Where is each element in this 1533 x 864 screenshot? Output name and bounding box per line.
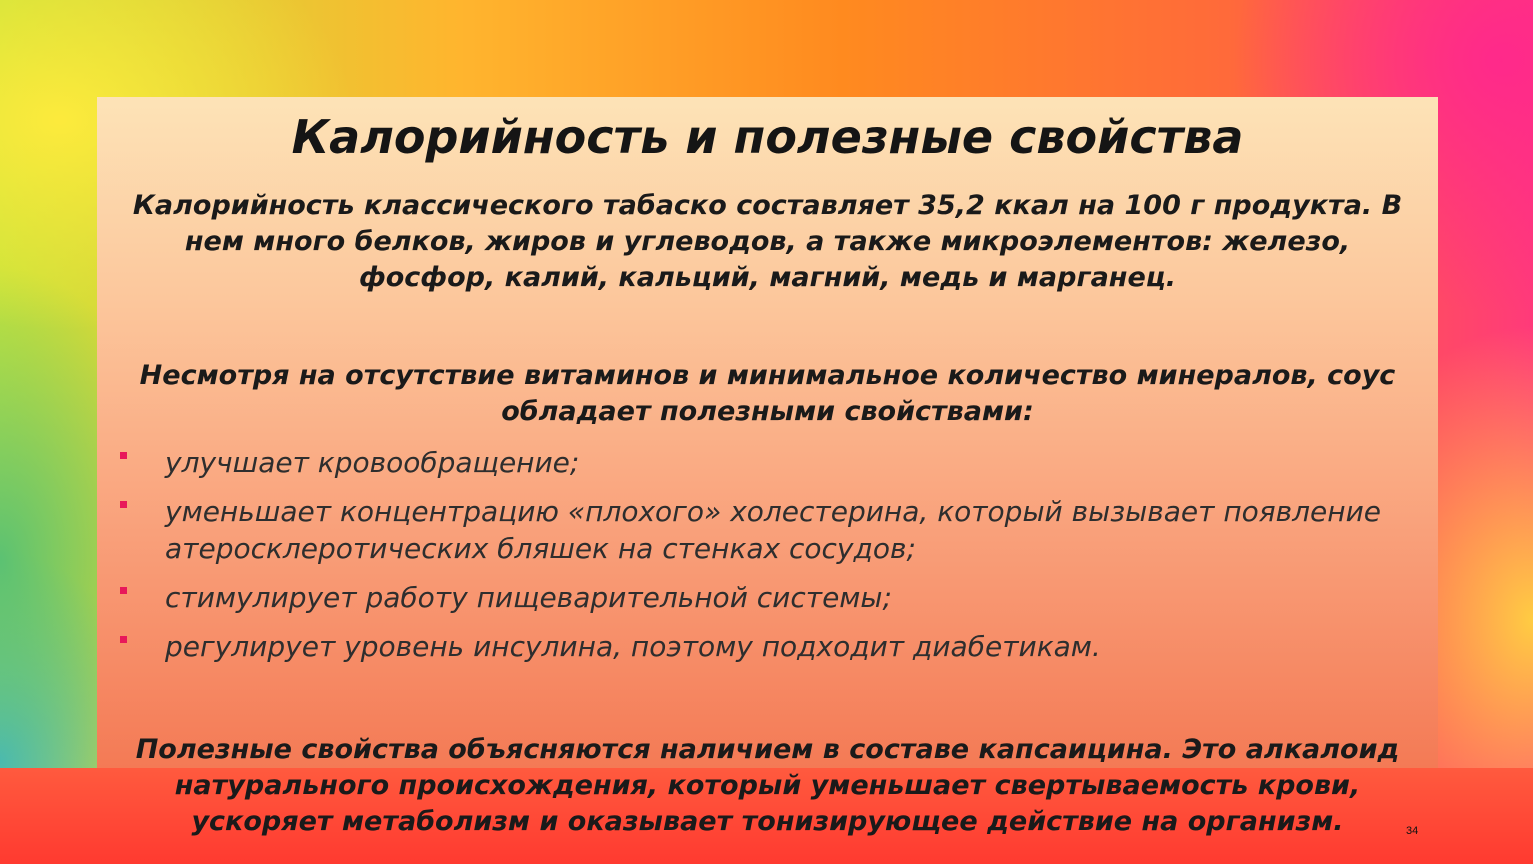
list-item-text: улучшает кровообращение; bbox=[165, 446, 580, 479]
list-item bbox=[115, 579, 1415, 616]
list-item-text: стимулирует работу пищеварительной системы; bbox=[165, 581, 892, 614]
list-item-text: уменьшает концентрацию «плохого» холестерина, который вызывает появление атеросклеротических бляшек на стенках сосудов; bbox=[165, 495, 1381, 565]
list-item bbox=[115, 493, 1415, 567]
page-number: 34 bbox=[1406, 825, 1419, 837]
list-item bbox=[115, 628, 1415, 665]
list-item-text: регулирует уровень инсулина, поэтому подходит диабетикам. bbox=[165, 630, 1101, 663]
benefits-intro-paragraph: Несмотря на отсутствие витаминов и минимальное количество минералов, соус обладает полезными свойствами: bbox=[139, 360, 1396, 427]
calorie-paragraph: Калорийность классического табаско составляет 35,2 ккал на 100 г продукта. В нем много белков, жиров и углеводов, а также микроэлементов: железо, фосфор, калий, кальций, магний, медь и марганец. bbox=[132, 190, 1403, 293]
capsaicin-paragraph: Полезные свойства объясняются наличием в составе капсаицина. Это алкалоид натурального происхождения, который уменьшает свертываемость крови, ускоряет метаболизм и оказывает тонизирующее действие на организм. bbox=[135, 734, 1400, 837]
bullet-square-icon bbox=[120, 587, 127, 594]
bullet-square-icon bbox=[120, 501, 127, 508]
bullet-square-icon bbox=[120, 452, 127, 459]
benefits-list bbox=[115, 444, 1415, 677]
list-item bbox=[115, 444, 1415, 481]
bullet-square-icon bbox=[120, 636, 127, 643]
slide-title: Калорийность и полезные свойства bbox=[291, 110, 1244, 164]
